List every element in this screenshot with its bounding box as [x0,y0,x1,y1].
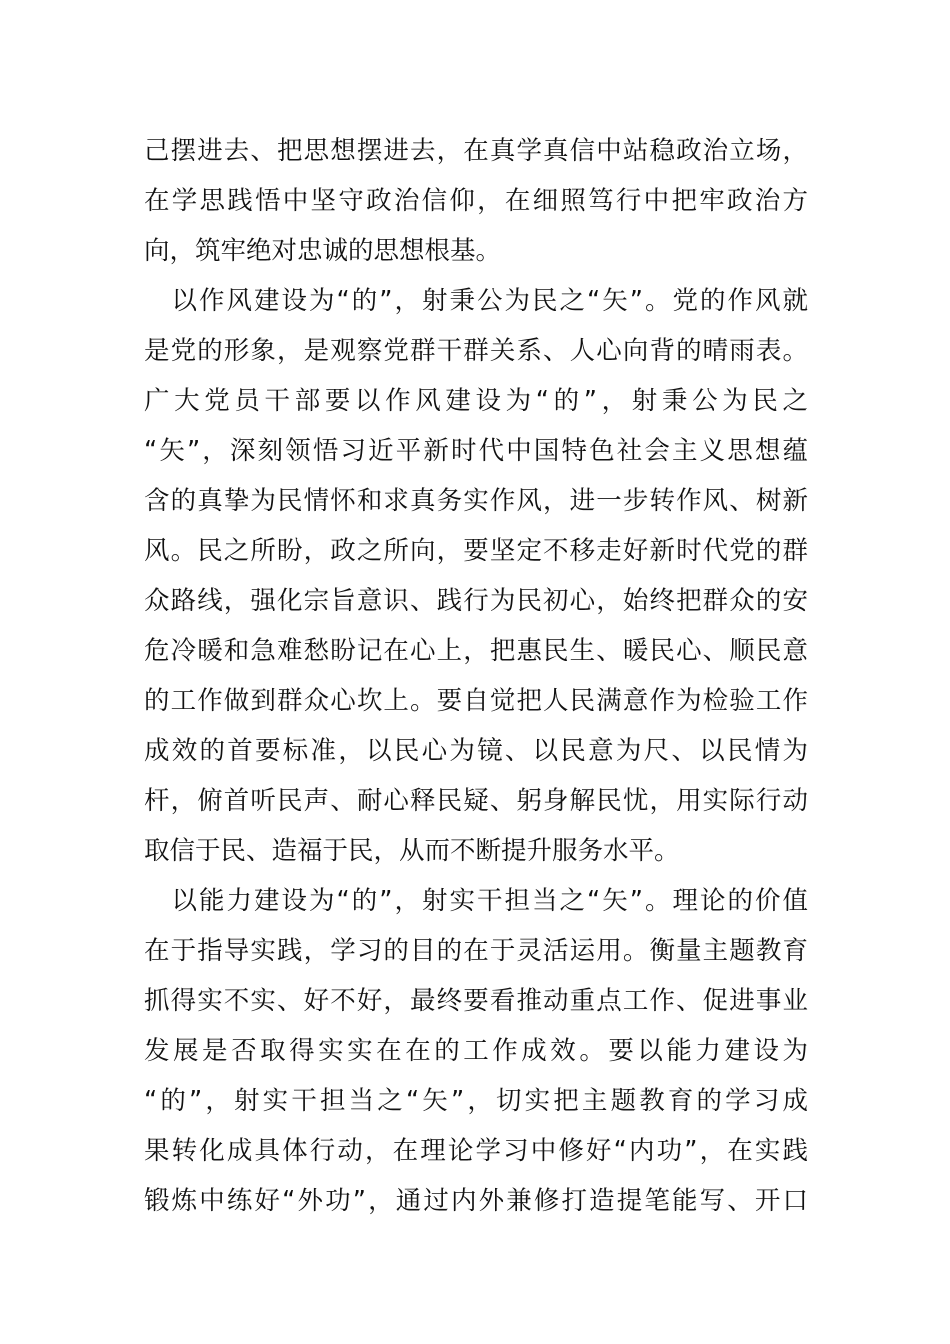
text-line: 发展是否取得实实在在的工作成效。要以能力建设为 [144,1036,808,1066]
paragraph-3 [144,876,808,1226]
text-line: 取信于民、造福于民，从而不断提升服务水平。 [144,836,680,866]
text-line: “的”，射实干担当之“矢”，切实把主题教育的学习成 [144,1086,808,1116]
text-line: 己摆进去、把思想摆进去，在真学真信中站稳政治立场， [144,136,808,166]
text-line: 危冷暖和急难愁盼记在心上，把惠民生、暖民心、顺民意 [144,636,808,666]
text-line: 锻炼中练好“外功”，通过内外兼修打造提笔能写、开口 [144,1186,808,1216]
paragraph-2 [144,276,808,876]
text-line: 抓得实不实、好不好，最终要看推动重点工作、促进事业 [144,986,808,1016]
text-line: “矢”，深刻领悟习近平新时代中国特色社会主义思想蕴 [144,436,808,466]
text-line: 是党的形象，是观察党群干群关系、人心向背的晴雨表。 [144,336,808,366]
text-line: 果转化成具体行动，在理论学习中修好“内功”，在实践 [144,1136,808,1166]
text-line: 在于指导实践，学习的目的在于灵活运用。衡量主题教育 [144,936,808,966]
text-line: 的工作做到群众心坎上。要自觉把人民满意作为检验工作 [144,686,808,716]
text-line: 含的真挚为民情怀和求真务实作风，进一步转作风、树新 [144,486,808,516]
text-line: 杆，俯首听民声、耐心释民疑、躬身解民忧，用实际行动 [144,786,808,816]
paragraph-1 [144,126,808,276]
text-line: 以作风建设为“的”，射秉公为民之“矢”。党的作风就 [144,286,808,316]
text-line: 风。民之所盼，政之所向，要坚定不移走好新时代党的群 [144,536,808,566]
text-line: 在学思践悟中坚守政治信仰，在细照笃行中把牢政治方 [144,186,808,216]
document-body [144,126,808,1226]
text-line: 广大党员干部要以作风建设为“的”，射秉公为民之 [144,386,808,416]
text-line: 以能力建设为“的”，射实干担当之“矢”。理论的价值 [144,886,808,916]
text-line: 向，筑牢绝对忠诚的思想根基。 [144,236,502,266]
text-line: 成效的首要标准，以民心为镜、以民意为尺、以民情为 [144,736,808,766]
text-line: 众路线，强化宗旨意识、践行为民初心，始终把群众的安 [144,586,808,616]
